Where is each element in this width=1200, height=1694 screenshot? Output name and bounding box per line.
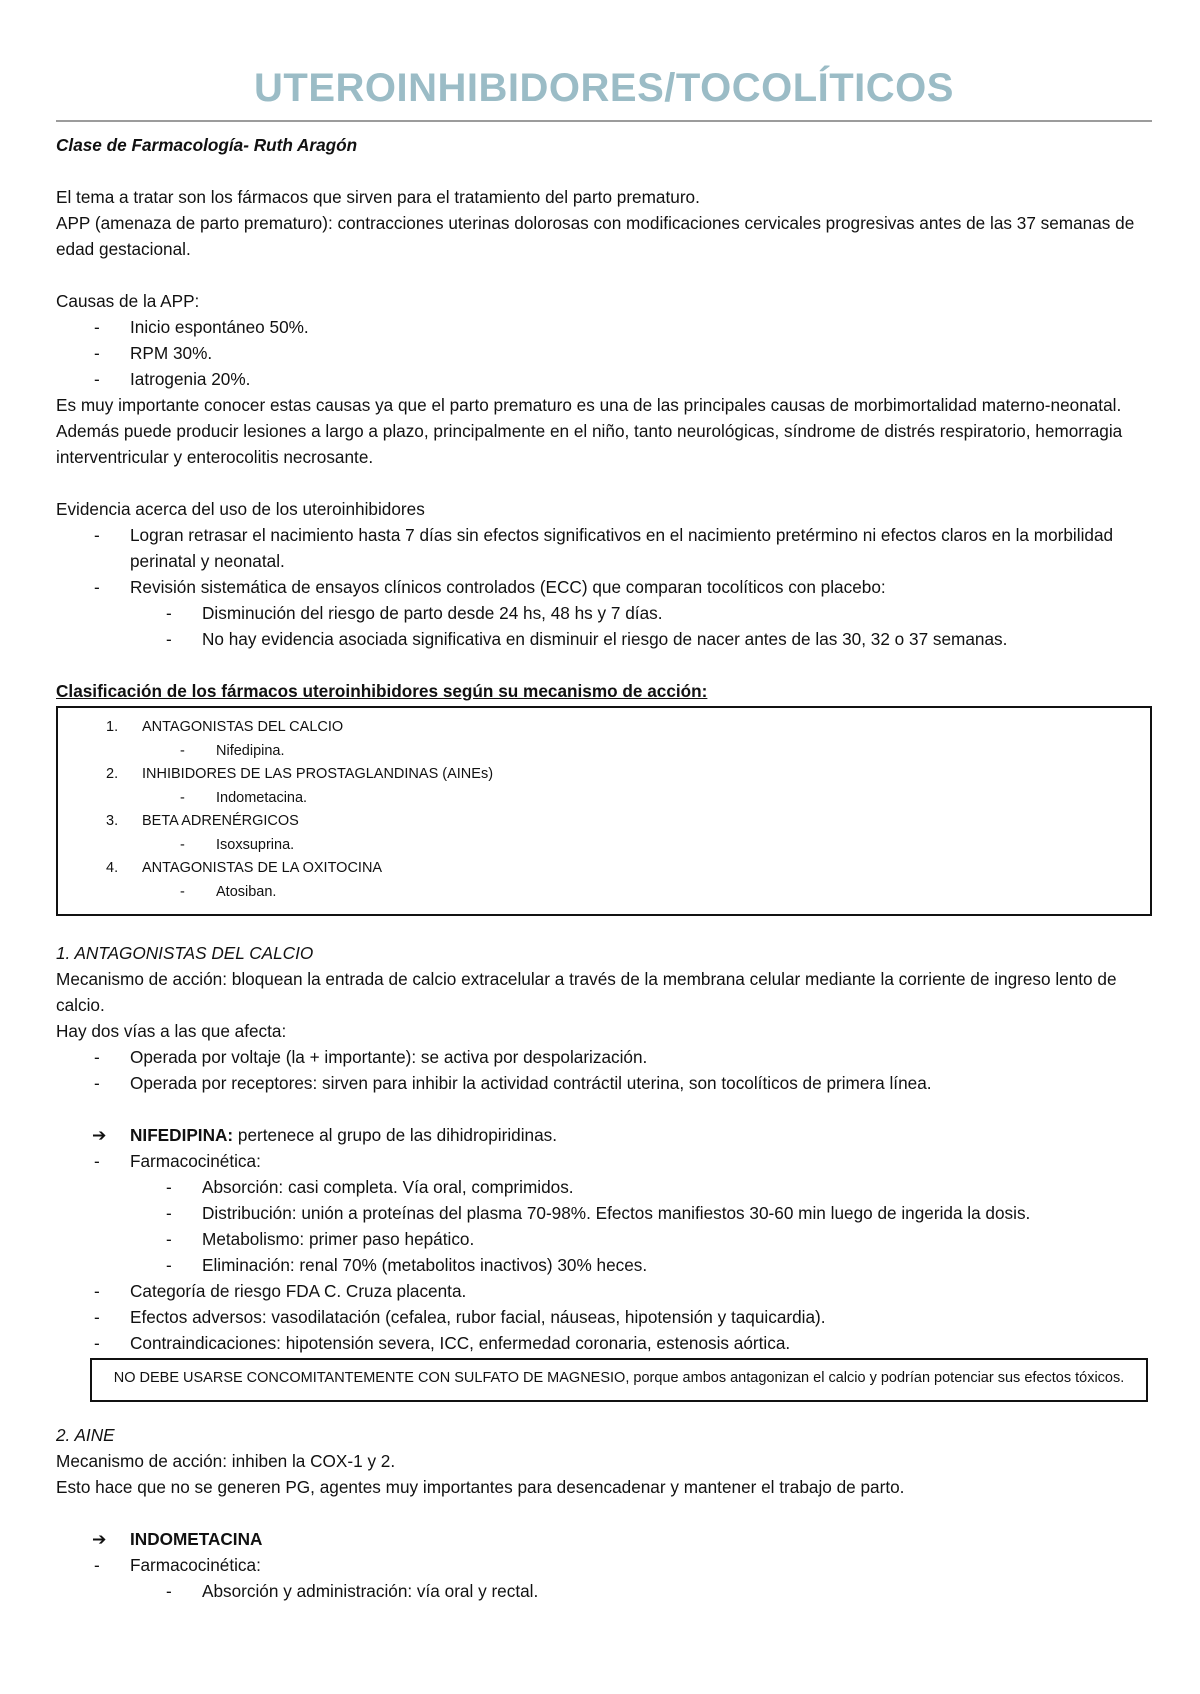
list-item: - Operada por voltaje (la + importante): se activa por despolarización.: [56, 1044, 1152, 1070]
section1-paths-heading: Hay dos vías a las que afecta:: [56, 1021, 287, 1041]
causes-paragraph: Es muy importante conocer estas causas ya que el parto prematuro es una de las principales causas de morbimortalidad materno-neonatal. Además puede producir lesiones a largo a plazo, principalmente en el niño, tanto neurológicas, síndrome de distrés respiratorio, hemorragia interventricular y enterocolitis necrosante.: [56, 395, 1123, 467]
evidence-sublist: [56, 600, 1152, 652]
causes-list: [56, 314, 1152, 392]
classification-heading: Clasificación de los fármacos uteroinhibidores según su mecanismo de acción:: [56, 681, 708, 701]
list-item: - No hay evidencia asociada significativa en disminuir el riesgo de nacer antes de las 30, 32 o 37 semanas.: [56, 626, 1152, 652]
intro-line-1: El tema a tratar son los fármacos que sirven para el tratamiento del parto prematuro.: [56, 187, 700, 207]
list-item: - Isoxsuprina.: [58, 834, 1150, 858]
drug-name: INDOMETACINA: [130, 1528, 263, 1549]
section1-mechanism: Mecanismo de acción: bloquean la entrada de calcio extracelular a través de la membrana celular mediante la corriente de ingreso lento de calcio.: [56, 969, 1117, 1015]
section2-mechanism: Mecanismo de acción: inhiben la COX-1 y 2.: [56, 1450, 396, 1471]
section1-paths: [56, 1044, 1152, 1096]
right-arrow-icon: ➔: [92, 1125, 107, 1145]
intro-line-2: APP (amenaza de parto prematuro): contracciones uterinas dolorosas con modificaciones cervicales progresivas antes de las 37 semanas de edad gestacional.: [56, 213, 1135, 259]
list-item: - Absorción: casi completa. Vía oral, comprimidos.: [56, 1174, 1152, 1200]
right-arrow-icon: ➔: [92, 1528, 107, 1549]
list-item: - Revisión sistemática de ensayos clínicos controlados (ECC) que comparan tocolíticos con placebo:: [56, 574, 1152, 600]
nifedipina-other-list: [56, 1278, 1152, 1356]
drug-description: pertenece al grupo de las dihidropiridinas.: [233, 1125, 558, 1145]
list-item: - Efectos adversos: vasodilatación (cefalea, rubor facial, náuseas, hipotensión y taquicardia).: [56, 1304, 1152, 1330]
nifedipina-item: [56, 1122, 1152, 1148]
section1-heading: 1. ANTAGONISTAS DEL CALCIO: [56, 943, 314, 963]
list-item: - Eliminación: renal 70% (metabolitos inactivos) 30% heces.: [56, 1252, 1152, 1278]
list-item: 3. BETA ADRENÉRGICOS: [106, 813, 299, 829]
nifedipina-pk-list: [56, 1174, 1152, 1278]
evidence-heading: Evidencia acerca del uso de los uteroinhibidores: [56, 499, 425, 519]
list-item: - Disminución del riesgo de parto desde 24 hs, 48 hs y 7 días.: [56, 600, 1152, 626]
list-item: - Atosiban.: [58, 881, 1150, 905]
list-item: - Indometacina.: [58, 787, 1150, 811]
causes-heading: Causas de la APP:: [56, 291, 200, 311]
list-item: - Operada por receptores: sirven para inhibir la actividad contráctil uterina, son tocolíticos de primera línea.: [56, 1070, 1152, 1096]
classification-list: [58, 716, 1150, 740]
list-item: - Distribución: unión a proteínas del plasma 70-98%. Efectos manifiestos 30-60 min luego de ingerida la dosis.: [56, 1200, 1152, 1226]
list-item: - Farmacocinética:: [56, 1148, 1152, 1174]
drug-name: NIFEDIPINA:: [130, 1125, 234, 1145]
list-item: - Logran retrasar el nacimiento hasta 7 días sin efectos significativos en el nacimiento pretérmino ni efectos claros en la morbilidad perinatal y neonatal.: [56, 522, 1152, 574]
section2-heading: 2. AINE: [56, 1424, 115, 1445]
section2-effect: Esto hace que no se generen PG, agentes muy importantes para desencadenar y mantener el trabajo de parto.: [56, 1476, 905, 1497]
list-item: - Iatrogenia 20%.: [56, 366, 1152, 392]
classification-box: [56, 706, 1152, 916]
list-item: - Metabolismo: primer paso hepático.: [56, 1226, 1152, 1252]
class-subtitle: Clase de Farmacología- Ruth Aragón: [56, 135, 358, 155]
list-item: - Categoría de riesgo FDA C. Cruza placenta.: [56, 1278, 1152, 1304]
list-item: - Nifedipina.: [58, 740, 1150, 764]
document-page: [56, 0, 1152, 1604]
indometacina-pk-list: [56, 1578, 1152, 1604]
list-item: 2. INHIBIDORES DE LAS PROSTAGLANDINAS (AINEs): [106, 766, 494, 782]
page-title: UTEROINHIBIDORES/TOCOLÍTICOS: [254, 66, 954, 110]
evidence-list: [56, 522, 1152, 600]
list-item: 4. ANTAGONISTAS DE LA OXITOCINA: [106, 860, 383, 876]
title-divider: [56, 120, 1152, 122]
indometacina-item: [56, 1526, 1152, 1552]
list-item: - Absorción y administración: vía oral y rectal.: [56, 1578, 1152, 1604]
warning-box: NO DEBE USARSE CONCOMITANTEMENTE CON SULFATO DE MAGNESIO, porque ambos antagonizan el calcio y podrían potenciar sus efectos tóxicos.: [90, 1358, 1148, 1402]
list-item: - Farmacocinética:: [56, 1552, 1152, 1578]
list-item: - RPM 30%.: [56, 340, 1152, 366]
list-item: - Contraindicaciones: hipotensión severa, ICC, enfermedad coronaria, estenosis aórtica.: [56, 1330, 1152, 1356]
list-item: 1. ANTAGONISTAS DEL CALCIO: [106, 719, 344, 735]
list-item: - Inicio espontáneo 50%.: [56, 314, 1152, 340]
